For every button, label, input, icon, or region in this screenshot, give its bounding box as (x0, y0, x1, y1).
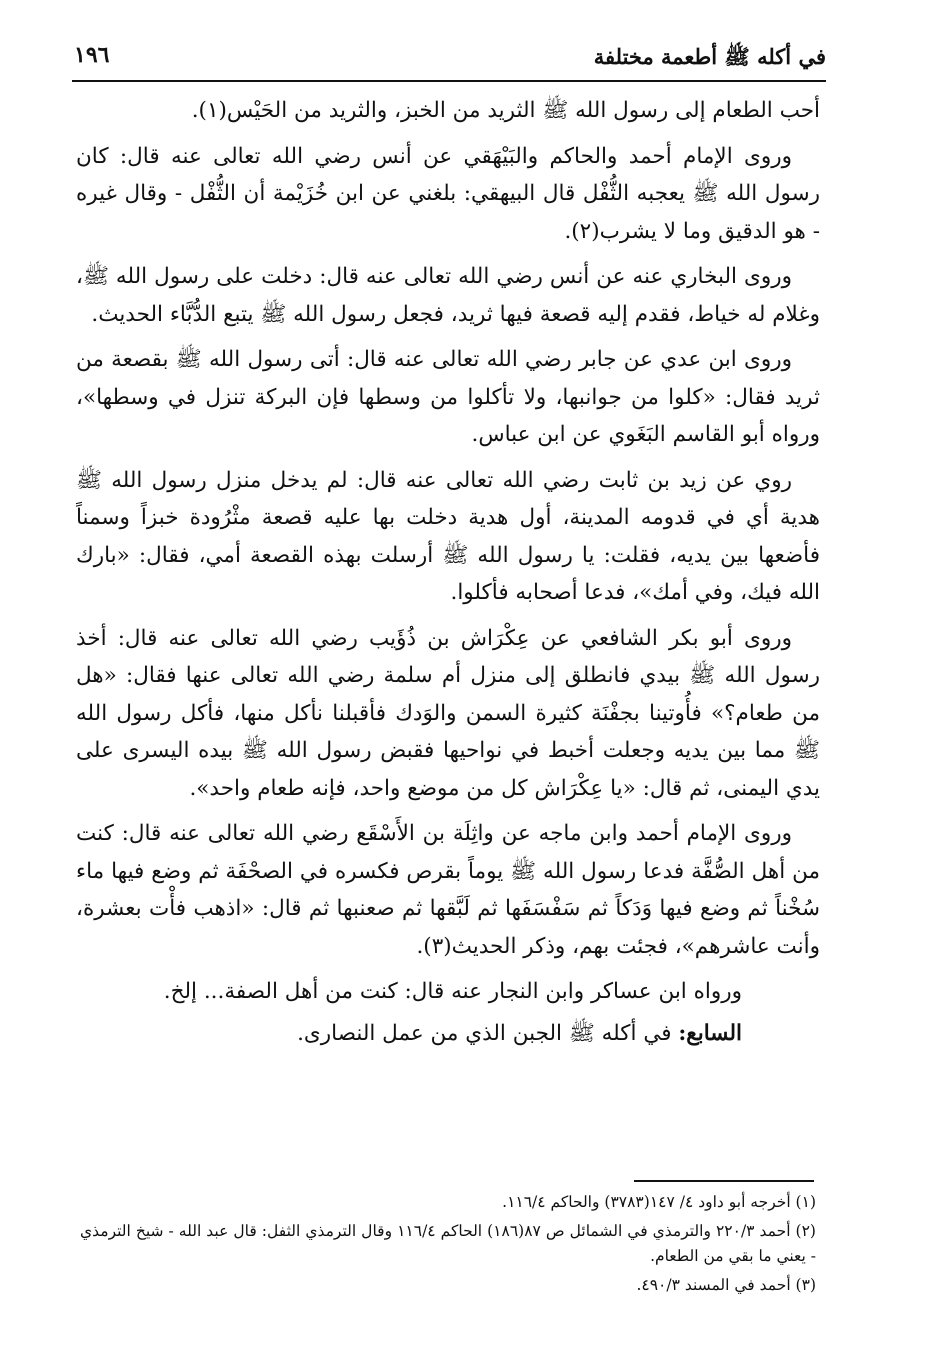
footnote-2: (٢) أحمد ٢٢٠/٣ والترمذي في الشمائل ص ٨٧(١٨٦) الحاكم ١١٦/٤ وقال الترمذي الثفل: قال عبد الله - شيخ الترمذي - يعني ما بقي من الطعام. (80, 1222, 816, 1265)
section-label: السابع: (678, 1020, 742, 1046)
paragraph-5: روي عن زيد بن ثابت رضي الله تعالى عنه قال: لم يدخل منزل رسول الله ﷺ هدية أي في قدومه المدينة، أول هدية دخلت بها عليه قصعة مثْرُودة خبزاً وسمناً فأضعها بين يديه، فقلت: يا رسول الله ﷺ أرسلت بهذه القصعة أمي، فقال: «بارك الله فيك، وفي أمك»، فدعا أصحابه فأكلوا. (76, 467, 820, 605)
paragraph-1: أحب الطعام إلى رسول الله ﷺ الثريد من الخبز، والثريد من الحَيْس(١). (191, 98, 820, 123)
section-heading (76, 1015, 820, 1053)
running-title: في أكله ﷺ أطعمة مختلفة (593, 44, 826, 69)
section-text: في أكله ﷺ الجبن الذي من عمل النصارى. (297, 1020, 672, 1046)
footnote-1: (١) أخرجه أبو داود ٤/ ١٤٧(٣٧٨٣) والحاكم ١١٦/٤. (502, 1193, 816, 1211)
paragraph-6: وروى أبو بكر الشافعي عن عِكْرَاش بن ذُؤَيب رضي الله تعالى عنه قال: أخذ رسول الله ﷺ بيدي فانطلق إلى منزل أم سلمة رضي الله تعالى عنها فقال: «هل من طعام؟» فأُوتينا بجفْنَة كثيرة السمن والوَدك فأقبلنا نأكل منها، فأكل رسول الله ﷺ مما بين يديه وجعلت أخبط في نواحيها فقبض رسول الله ﷺ بيده اليسرى على يدي اليمنى، ثم قال: «يا عِكْرَاش كل من موضع واحد، فإنه طعام واحد». (76, 625, 820, 801)
footnote-3: (٣) أحمد في المسند ٤٩٠/٣. (636, 1276, 816, 1294)
running-header (72, 40, 826, 82)
main-text (76, 92, 820, 1056)
paragraph-2: وروى الإمام أحمد والحاكم والبَيْهَقي عن أنس رضي الله تعالى عنه قال: كان رسول الله ﷺ يعجبه الثُّفْل قال البيهقي: بلغني عن ابن خُزَيْمة أن الثُّفْل - وقال غيره - هو الدقيق وما لا يشرب(٢). (76, 143, 820, 244)
paragraph-4: وروى ابن عدي عن جابر رضي الله تعالى عنه قال: أتى رسول الله ﷺ بقصعة من ثريد فقال: «كلوا من جوانبها، ولا تأكلوا من وسطها فإن البركة تنزل في وسطها»، ورواه أبو القاسم البَغَوي عن ابن عباس. (76, 347, 820, 447)
paragraph-8: ورواه ابن عساكر وابن النجار عنه قال: كنت من أهل الصفة... إلخ. (163, 979, 742, 1004)
page-number: ١٩٦ (74, 42, 110, 68)
paragraph-3: وروى البخاري عنه عن أنس رضي الله تعالى عنه قال: دخلت على رسول الله ﷺ، وغلام له خياط، فقدم إليه قصعة فيها ثريد، فجعل رسول الله ﷺ يتبع الدُّبَّاء الحديث. (76, 264, 820, 327)
paragraph-7: وروى الإمام أحمد وابن ماجه عن واثِلَة بن الأَسْقَع رضي الله تعالى عنه قال: كنت من أهل الصُّفَّة فدعا رسول الله ﷺ يوماً بقرص فكسره في الصحْفَة ثم وضع فيها ماء سُخْناً ثم وضع فيها وَدَكاً ثم سَفْسَفَها ثم لَبَّقها ثم صعنبها ثم قال: «اذهب فأْت بعشرة، وأنت عاشرهم»، فجئت بهم، وذكر الحديث(٣). (76, 821, 820, 959)
footnotes (80, 1190, 816, 1302)
footnote-separator (634, 1180, 814, 1182)
